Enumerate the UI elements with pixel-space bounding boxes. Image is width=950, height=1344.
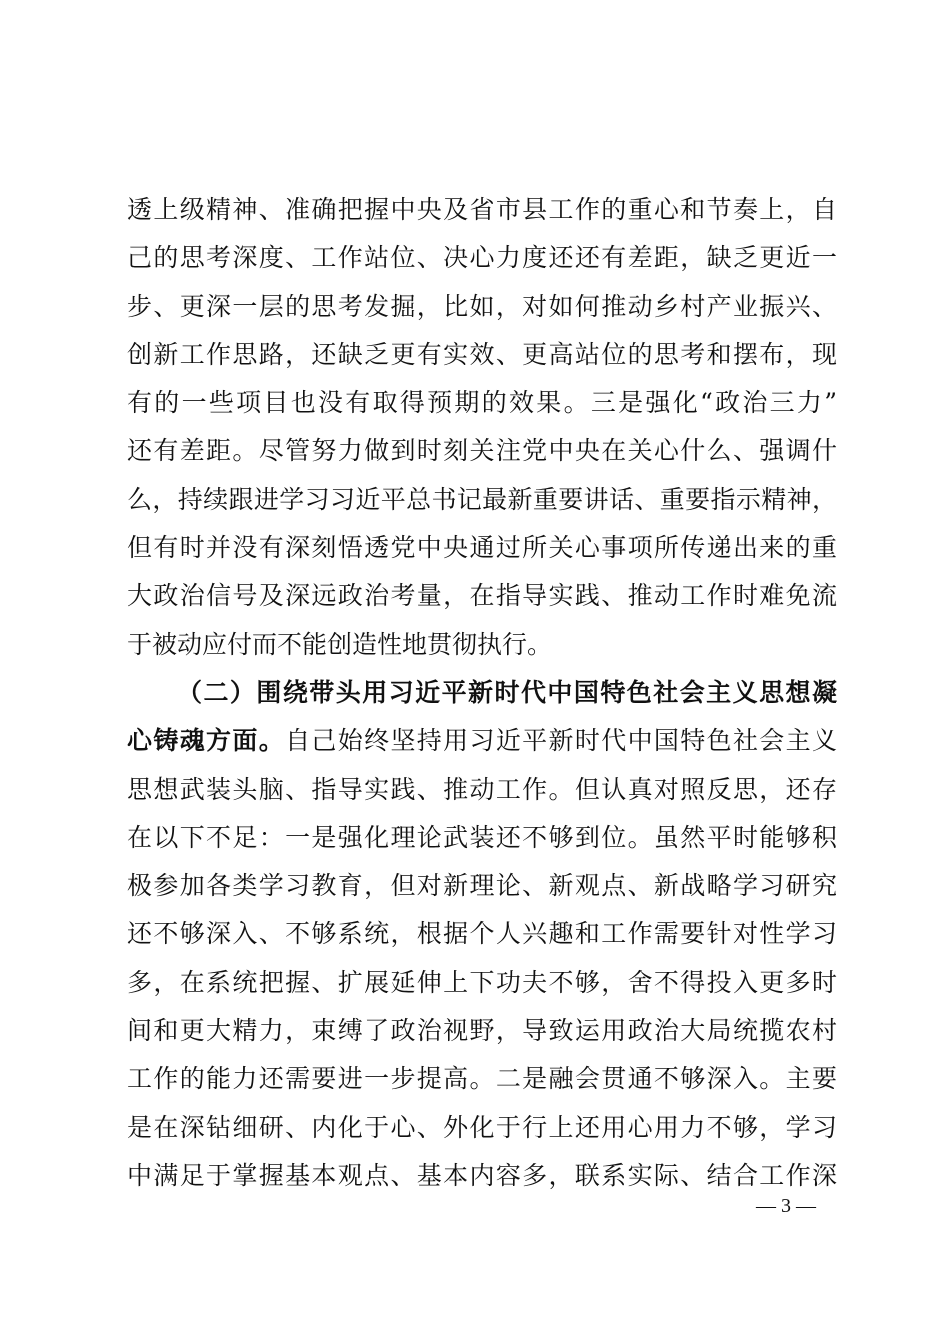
text-line: 间和更大精力，束缚了政治视野，导致运用政治大局统揽农村 bbox=[127, 1016, 837, 1046]
text-line: 大政治信号及深远政治考量，在指导实践、推动工作时难免流 bbox=[127, 581, 837, 611]
text-line: 思想武装头脑、指导实践、推动工作。但认真对照反思，还存 bbox=[127, 774, 837, 804]
text-line: 极参加各类学习教育，但对新理论、新观点、新战略学习研究 bbox=[127, 871, 837, 901]
text-line: 在以下不足：一是强化理论武装还不够到位。虽然平时能够积 bbox=[127, 822, 837, 852]
section-text-start: 自己始终坚持用习近平新时代中国特色社会主义 bbox=[285, 726, 837, 756]
text-line: 己的思考深度、工作站位、决心力度还还有差距，缺乏更近一 bbox=[127, 243, 837, 273]
section-heading-tail: 心铸魂方面。 bbox=[127, 726, 286, 756]
text-line: 创新工作思路，还缺乏更有实效、更高站位的思考和摆布，现 bbox=[127, 339, 837, 369]
text-line: 工作的能力还需要进一步提高。二是融会贯通不够深入。主要 bbox=[127, 1064, 837, 1094]
text-line: 是在深钻细研、内化于心、外化于行上还用心用力不够，学习 bbox=[127, 1112, 837, 1142]
text-line: 么，持续跟进学习习近平总书记最新重要讲话、重要指示精神， bbox=[127, 484, 837, 514]
text-line: 还不够深入、不够系统，根据个人兴趣和工作需要针对性学习 bbox=[127, 919, 837, 949]
section-heading: （二）围绕带头用习近平新时代中国特色社会主义思想凝 bbox=[177, 677, 837, 707]
text-line: 中满足于掌握基本观点、基本内容多，联系实际、结合工作深 bbox=[127, 1160, 837, 1190]
page-number: — 3 — bbox=[756, 1195, 816, 1217]
text-line: 步、更深一层的思考发掘，比如，对如何推动乡村产业振兴、 bbox=[127, 291, 837, 321]
text-line: 多，在系统把握、扩展延伸上下功夫不够，舍不得投入更多时 bbox=[127, 967, 837, 997]
body-text bbox=[127, 186, 837, 1200]
text-line: 还有差距。尽管努力做到时刻关注党中央在关心什么、强调什 bbox=[127, 436, 837, 466]
text-line: 于被动应付而不能创造性地贯彻执行。 bbox=[127, 629, 553, 659]
text-line: 透上级精神、准确把握中央及省市县工作的重心和节奏上，自 bbox=[127, 195, 837, 224]
section-heading-continued bbox=[127, 717, 837, 765]
text-line: 但有时并没有深刻悟透党中央通过所关心事项所传递出来的重 bbox=[127, 533, 837, 563]
text-line: 有的一些项目也没有取得预期的效果。三是强化“政治三力” bbox=[127, 388, 837, 418]
